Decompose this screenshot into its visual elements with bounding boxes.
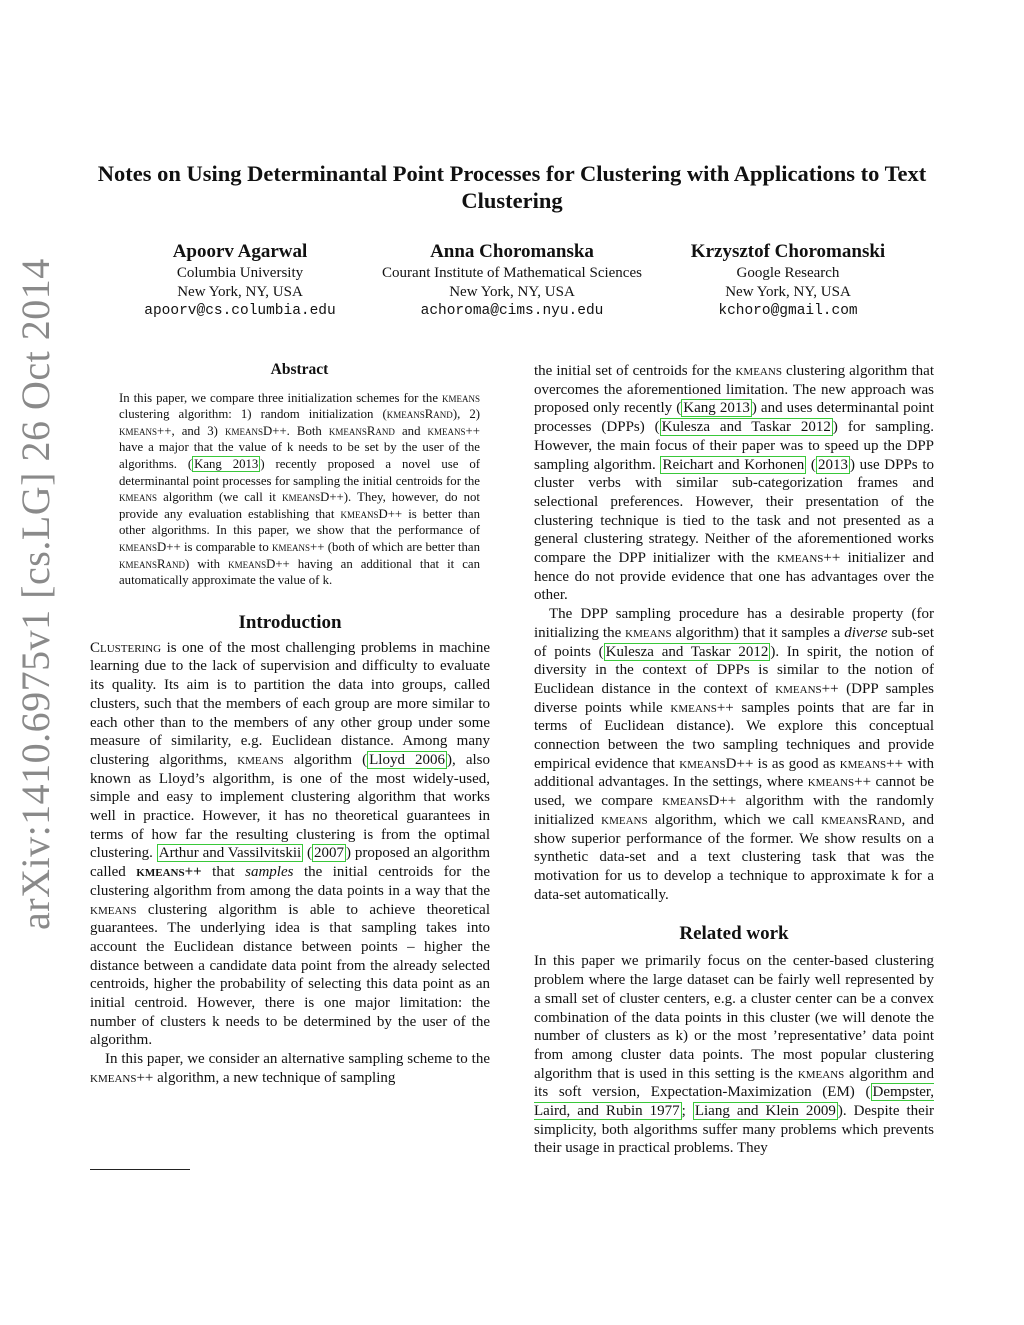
abstract (119, 362, 480, 589)
citation-link[interactable]: Reichart and Korhonen (662, 456, 805, 473)
author-location: New York, NY, USA (725, 284, 851, 300)
author-affiliation: Courant Institute of Mathematical Sciences (382, 265, 642, 281)
intro-paragraph: The DPP sampling procedure has a desirable property (for initializing the kmeans algorithm) that it samples a diverse sub-set of points ( Kulesza and Taskar 2012 ). In spirit, the notion of diversity in the context of DPPs is similar to the notion of Euclidean distance in the context of kmeans++ (DPP samples diverse points while kmeans++ samples points that are far in terms of Euclidean distance). We explore this conceptual connection between the two sampling techniques and provide empirical evidence that kmeansD++ is as good as kmeans++ with additional advantages. In the settings, where kmeans++ cannot be used, we compare kmeansD++ algorithm with the randomly initialized kmeans algorithm, which we call kmeansRand, and show superior performance of the former. We show results on a synthetic data-set and a text clustering task that was the motivation for us to develop a technique to approximate k for a data-set automatically. (534, 606, 935, 903)
footnote-divider (90, 1169, 190, 1170)
citation-link[interactable]: Kang 2013 (194, 456, 259, 471)
section-heading-related-work: Related work (679, 923, 789, 945)
citation-link[interactable]: Dempster, Laird, and Rubin 1977 (534, 1084, 934, 1120)
author-email[interactable]: kchoro@gmail.com (718, 303, 858, 319)
related-work-paragraph: In this paper we primarily focus on the center-based clustering problem where the large dataset can be fairly well represented by a small set of cluster centers, e.g. a cluster center can be a convex combination of the data points in this cluster (we will denote the number of clusters as k) or the most ’representative’ data point from among cluster data points. The most popular clustering algorithm that is used in this setting is the kmeans algorithm and its soft version, Expectation-Maximization (EM) ( Dempster, Laird, and Rubin 1977 ; Liang and Klein 2009 ). Despite their simplicity, both algorithms suffer many problems which prevents their usage in practical problems. They (534, 953, 935, 1157)
author-location: New York, NY, USA (177, 284, 303, 300)
author-name: Krzysztof Choromanski (690, 241, 886, 262)
author-location: New York, NY, USA (449, 284, 575, 300)
arxiv-identifier: arXiv:1410.6975v1 [cs.LG] 26 Oct 2014 (13, 258, 58, 930)
citation-link[interactable]: Liang and Klein 2009 (694, 1103, 836, 1120)
citation-link[interactable]: Kang 2013 (683, 400, 750, 417)
author-affiliation: Google Research (736, 265, 840, 281)
author-block (115, 240, 365, 321)
intro-paragraph: Clustering is one of the most challenging problems in machine learning due to the lack of supervision and difficulty to evaluate its quality. Its aim is to partition the data into groups, called clusters, such that the members of each group are more similar to each other than to the members of any other group under some measure of similarity, e.g. Euclidean distance. Among many clustering algorithms, kmeans algorithm ( Lloyd 2006 ), also known as Lloyd’s algorithm, is one of the most widely-used, simple and easy to implement clustering algorithm that works well in practice. However, it has no theoretical guarantees in terms of how far the resulting clustering is from the optimal clustering. Arthur and Vassilvitskii ( 2007 ) proposed an algorithm called kmeans++ that samples the initial centroids for the clustering algorithm from among the data points in a way that the kmeans clustering algorithm is able to achieve theoretical guarantees. The underlying idea is that sampling takes into account the Euclidean distance between points – higher the distance between a candidate data point from the already selected centroids, higher the probability of selecting this data point as an initial centroid. However, there is one major limitation: the number of clusters k needs to be determined by the user of the algorithm. (90, 639, 490, 1049)
author-block (663, 240, 913, 321)
author-affiliation: Columbia University (176, 265, 304, 281)
intro-paragraph: In this paper, we consider an alternative sampling scheme to the kmeans++ algorithm, a new technique of sampling (90, 1051, 490, 1086)
paper-title: Notes on Using Determinantal Point Processes for Clustering with Applications to Text Clustering (97, 161, 927, 213)
citation-link[interactable]: Lloyd 2006 (369, 751, 446, 768)
author-block (352, 240, 672, 321)
abstract-heading: Abstract (270, 361, 329, 378)
author-email[interactable]: apoorv@cs.columbia.edu (144, 303, 336, 319)
citation-link[interactable]: Kulesza and Taskar 2012 (661, 419, 831, 436)
citation-link[interactable]: Kulesza and Taskar 2012 (605, 643, 769, 660)
author-email[interactable]: achoroma@cims.nyu.edu (420, 303, 604, 319)
right-column (534, 362, 934, 1158)
left-column (90, 362, 490, 1088)
section-heading-introduction: Introduction (238, 611, 342, 633)
author-name: Apoorv Agarwal (172, 241, 308, 262)
abstract-text: In this paper, we compare three initialization schemes for the kmeans clustering algorithm: 1) random initialization (kmeansRand), 2) kmeans++, and 3) kmeansD++. Both kmeansRand and kmeans++ have a major that the value of k needs to be set by the user of the algorithms. ( Kang 2013 ) recently proposed a novel use of determinantal point processes for sampling the initial centroids for the kmeans algorithm (we call it kmeansD++). They, however, do not provide any evaluation establishing that kmeansD++ is better than other algorithms. In this paper, we show that the performance of kmeansD++ is comparable to kmeans++ (both of which are better than kmeansRand) with kmeansD++ having an additional that it can automatically approximate the value of k. (119, 390, 481, 588)
citation-year-link[interactable]: 2013 (817, 456, 848, 473)
citation-year-link[interactable]: 2007 (314, 845, 344, 862)
citation-link[interactable]: Arthur and Vassilvitskii (158, 845, 302, 862)
intro-paragraph-continued: the initial set of centroids for the kmeans clustering algorithm that overcomes the aforementioned limitation. The new approach was proposed only recently ( Kang 2013 ) and uses determinantal point processes (DPPs) ( Kulesza and Taskar 2012 ) for sampling. However, the main focus of their paper was to speed up the DPP sampling algorithm. Reichart and Korhonen ( 2013 ) use DPPs to cluster verbs with similar sub-categorization frames and selectional preferences. However, their presentation of the clustering technique is tied to the task and not presented as a general clustering strategy. Neither of the aforementioned works compare the DPP initializer with the kmeans++ initializer and hence do not provide evidence that one has advantages over the other. (534, 363, 934, 604)
author-name: Anna Choromanska (430, 241, 594, 262)
